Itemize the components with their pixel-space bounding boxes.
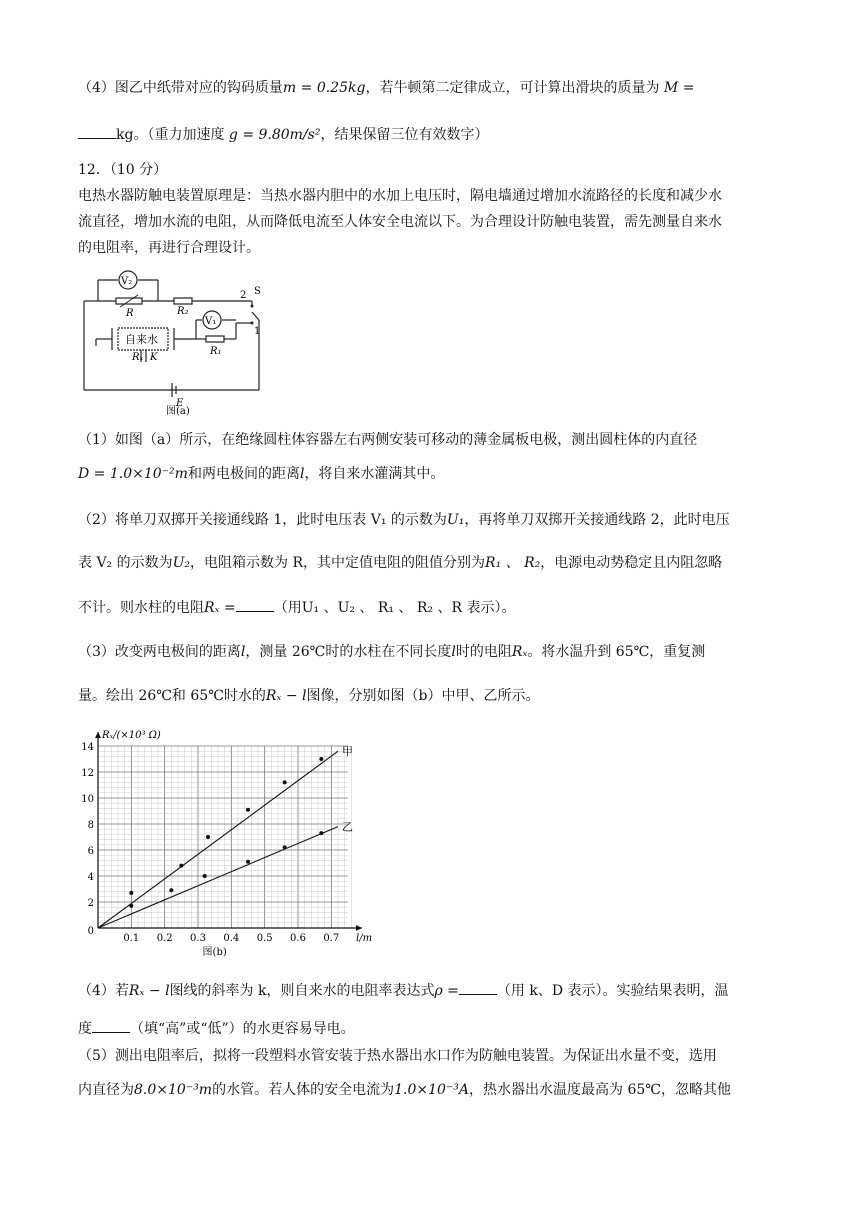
text: ，电阻箱示数为 R，其中定值电阻的阻值分别为: [190, 555, 486, 571]
text: 的水管。若人体的安全电流为: [212, 1082, 395, 1098]
x-tick-label: 0.7: [323, 933, 340, 944]
question-number: 12．（10 分）: [78, 162, 168, 178]
node-1-label: 1: [254, 326, 261, 337]
y-axis-label: Rₓ/(×10³ Ω): [102, 730, 161, 741]
part-2-line2: [78, 553, 722, 573]
u1: U₁: [446, 512, 465, 528]
y-tick-label: 2: [87, 898, 94, 909]
text: 表 V₂ 的示数为: [78, 555, 173, 571]
x-axis-arrow: [356, 925, 362, 931]
text: 图线的斜率为 k，则自来水的电阻率表达式: [169, 983, 435, 999]
figure-a-caption: 图(a): [166, 406, 190, 417]
text: 度: [78, 1021, 92, 1037]
series-name-label: 甲: [342, 745, 353, 759]
text: ，电源电动势稳定且内阻忽略: [540, 555, 723, 571]
r1-label: R₁: [210, 346, 222, 357]
x-tick-label: 0.4: [223, 933, 240, 944]
data-point: [283, 845, 287, 849]
part-5-line1: （5）测出电阻率后，拟将一段塑料水管安装于热水器出水口作为防触电装置。为保证出水量不变，选用: [78, 1048, 717, 1064]
safe-current: 1.0×10⁻³A: [394, 1082, 470, 1098]
data-point: [246, 860, 250, 864]
answer-blank: [92, 1018, 130, 1033]
paragraph: 的电阻率，再进行合理设计。: [78, 240, 260, 256]
data-point: [319, 831, 323, 835]
text: 。将水温升到 65℃，重复测: [527, 644, 706, 660]
rx-l-chart: [76, 726, 373, 958]
text: kg。（重力加速度: [116, 127, 225, 143]
x-axis-label: l/m: [356, 933, 373, 944]
r-label: R: [126, 308, 134, 319]
text: （用 k、D 表示）。实验结果表明，温: [496, 983, 729, 999]
text: 不计。则水柱的电阻: [78, 600, 204, 616]
part-3-line1: [78, 642, 705, 662]
part-5-line2: [78, 1080, 731, 1100]
data-point: [169, 888, 173, 892]
series-name-label: 乙: [342, 820, 353, 834]
part-4-line2: [78, 1018, 355, 1039]
data-point: [283, 780, 287, 784]
r2-label: R₂: [177, 306, 189, 317]
text: 量。绘出 26℃和 65℃时水的: [78, 688, 266, 704]
prev-q4-line2: [78, 124, 488, 145]
text: ，再将单刀双掷开关接通线路 2，此时电压: [464, 512, 730, 528]
answer-blank: [236, 597, 274, 612]
y-tick-label: 10: [81, 794, 94, 805]
answer-blank: [459, 980, 497, 995]
circuit-diagram: [76, 268, 276, 416]
text: （2）将单刀双掷开关接通线路 1，此时电压表 V₁ 的示数为: [78, 512, 447, 528]
part-2-line3: [78, 597, 516, 618]
diameter-D: D = 1.0×10⁻²m: [78, 466, 188, 482]
part-1-line2: [78, 464, 444, 484]
chart-labels: [81, 730, 372, 958]
text: ，测量 26℃时的水柱在不同长度: [245, 644, 452, 660]
x-tick-label: 0.6: [290, 933, 306, 944]
text: 图像，分别如图（b）中甲、乙所示。: [306, 688, 540, 704]
text: ，结果保留三位有效数字）: [320, 127, 489, 143]
part-2-line1: [78, 510, 730, 530]
x-tick-label: 0.5: [256, 933, 273, 944]
data-point: [129, 891, 133, 895]
text: 内直径为: [78, 1082, 134, 1098]
y-tick-label: 8: [87, 820, 94, 831]
answer-blank: [78, 124, 116, 139]
data-point: [319, 757, 323, 761]
rx-label: Rₓ: [132, 352, 144, 363]
text: ，将自来水灌满其中。: [304, 466, 445, 482]
part-3-line2: [78, 686, 539, 706]
length-l: l: [240, 644, 246, 660]
y-tick-label: 12: [81, 768, 94, 779]
x-tick-label: 0.1: [123, 933, 140, 944]
water-label: 自来水: [125, 333, 158, 346]
node-2-label: 2: [240, 290, 247, 301]
text: 时的电阻: [455, 644, 512, 660]
text: 和两电极间的距离: [187, 466, 300, 482]
mass-m: m = 0.25kg: [282, 80, 366, 96]
rx: Rₓ: [511, 644, 528, 660]
text: （3）改变两电极间的距离: [78, 644, 241, 660]
text: （4）若: [78, 983, 129, 999]
gravity: g = 9.80m/s²: [228, 127, 321, 143]
y-tick-label: 4: [87, 872, 94, 883]
rx: Rₓ =: [204, 600, 236, 616]
text: （4）图乙中纸带对应的钩码质量: [78, 80, 283, 96]
y-axis-arrow: [95, 732, 101, 738]
prev-q4-line1: [78, 78, 694, 98]
v2-label: V₂: [121, 276, 133, 287]
data-point: [129, 904, 133, 908]
part-1-line1: （1）如图（a）所示，在绝缘圆柱体容器左右两侧安装可移动的薄金属板电极，测出圆柱体的内直径: [78, 432, 698, 448]
data-point: [203, 874, 207, 878]
text: （用U₁ 、U₂ 、 R₁ 、 R₂ 、R 表示）。: [273, 600, 516, 616]
data-point: [246, 808, 250, 812]
e-label: E: [176, 398, 184, 409]
rho: ρ =: [434, 983, 459, 999]
rx-l: Rₓ − l: [128, 983, 170, 999]
length-l: l: [451, 644, 456, 660]
pipe-diameter: 8.0×10⁻³m: [134, 1082, 213, 1098]
y-tick-label: 6: [87, 846, 94, 857]
rx-l: Rₓ − l: [265, 688, 307, 704]
text: （填“高”或“低”）的水更容易导电。: [130, 1021, 355, 1037]
text: ，热水器出水温度最高为 65℃，忽略其他: [469, 1082, 731, 1098]
k-label: K: [150, 352, 158, 363]
data-point: [206, 835, 210, 839]
paragraph: 电热水器防触电装置原理是：当热水器内胆中的水加上电压时，隔电墙通过增加水流路径的长度和减少水: [78, 188, 722, 204]
paragraph: 流直径，增加水流的电阻，从而降低电流至人体安全电流以下。为合理设计防触电装置，需先测量自来水: [78, 214, 722, 230]
data-point: [179, 864, 183, 868]
s-label: S: [254, 286, 261, 297]
x-tick-label: 0.3: [190, 933, 206, 944]
length-l: l: [299, 466, 305, 482]
figure-b-caption: 图(b): [202, 947, 227, 958]
text: ，若牛顿第二定律成立，可计算出滑块的质量为: [365, 80, 660, 96]
r1-r2: R₁ 、 R₂: [485, 555, 541, 571]
u2: U₂: [172, 555, 191, 571]
mass-M: M =: [663, 80, 695, 96]
x-tick-label: 0.2: [156, 933, 173, 944]
origin-label: 0: [87, 926, 94, 937]
y-tick-label: 14: [81, 742, 94, 753]
part-4-line1: [78, 980, 729, 1001]
v1-label: V₁: [205, 316, 217, 327]
